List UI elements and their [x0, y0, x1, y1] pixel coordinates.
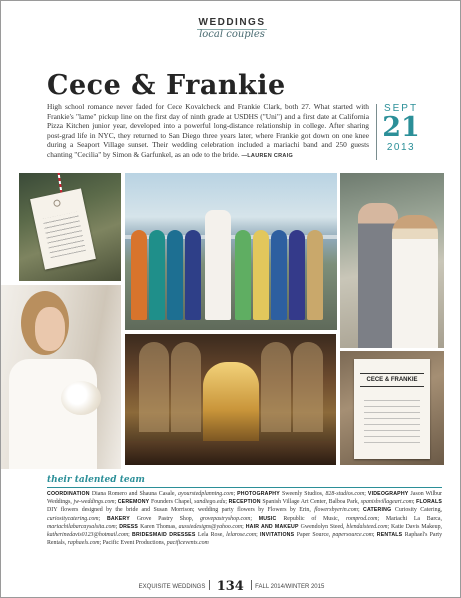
- photo-escort-card: [19, 173, 121, 281]
- credit-vendor: Raphael's Party Rentals,: [47, 532, 443, 547]
- credit-vendor: Spanish Village Art Center, Balboa Park,: [262, 499, 361, 506]
- credit-vendor: Paper Source,: [296, 532, 333, 539]
- credit-category: DRESS: [119, 523, 141, 530]
- page-footer: [1, 579, 461, 594]
- bridesmaid-figure: [271, 230, 287, 320]
- chapel-arch: [261, 342, 291, 432]
- credit-vendor: Republic of Music,: [283, 515, 346, 522]
- team-rule: [47, 487, 442, 488]
- bouquet: [61, 381, 101, 415]
- credit-vendor: DIY flowers designed by the bride and Susan Morrison; wedding party flowers by Flowers by Erin,: [47, 507, 315, 514]
- photo-bride-bouquet: [1, 285, 121, 469]
- team-heading: their talented team: [47, 475, 145, 485]
- story-text: [47, 102, 369, 162]
- credit-url: ayourstedplanning.com: [178, 491, 234, 497]
- credit-category: HAIR AND MAKEUP: [245, 523, 301, 530]
- credit-url: sandiego.edu: [194, 499, 226, 506]
- credit-vendor: Grove Pastry Shop,: [136, 515, 200, 522]
- credit-category: CATERING: [363, 507, 395, 514]
- credit-vendor: Karen Thomas,: [140, 523, 179, 530]
- credit-vendor: Founders Chapel,: [150, 499, 195, 506]
- credit-url: grovepastryshop.com: [199, 515, 251, 522]
- credit-url: pacificevents.com: [166, 540, 209, 547]
- photo-chapel-interior: [125, 334, 336, 465]
- issue-date: FALL 2014/WINTER 2015: [255, 584, 325, 590]
- invitation-text: [364, 395, 420, 445]
- credit-url: spanishvillageart.com: [360, 499, 413, 506]
- magazine-name: EXQUISITE WEDDINGS: [138, 584, 206, 590]
- credit-vendor: Sweenly Studios,: [281, 491, 326, 497]
- credit-vendor: Katie Davis Makeup,: [390, 523, 443, 530]
- chapel-arch: [171, 342, 201, 432]
- bridesmaid-figure: [307, 230, 323, 320]
- credit-vendor: Curiosity Catering,: [394, 507, 442, 514]
- page-title: Cece & Frankie: [47, 70, 286, 101]
- vendor-credits: COORDINATION Diana Romero and Shauna Casale, ayourstedplanning.com; PHOTOGRAPHY Sweenly Studios, 828-studios.com; VIDEOGRAPHY Jason Wilbur Weddings, jw-weddings.com; CEREMONY Founders Chapel, sandiego.edu; RECEPTION Spanish Village Art Center, Balboa Park, spanishvillageart.com; FLORALS DIY flowers designed by the bride and Susan Morrison; wedding party flowers by Flowers by Erin, flowersbyerin.com; CATERING Curiosity Catering, curiositycatering.com; BAKERY Grove Pastry Shop, grovepastryshop.com; MUSIC Republic of Music, romprod.com; Mariachi La Barca, mariachilabarcaysalsita.com; DRESS Karen Thomas, aussiedesigns@yahoo.com; HAIR AND MAKEUP Gwendolyn Steed, blendalsteed.com; Katie Davis Makeup, katherinedavis0123@hotmail.com; BRIDESMAID DRESSES Lela Rose, lelarose.com; INVITATIONS Paper Source, papersource.com; RENTALS Raphael's Party Rentals, raphaels.com; Pacific Event Productions, pacificevents.com: [47, 491, 443, 547]
- bridesmaid-figure: [289, 230, 305, 320]
- credit-url: 828-studios.com: [325, 491, 365, 497]
- bridesmaid-figure: [235, 230, 251, 320]
- bride-face: [35, 307, 65, 351]
- section-title: [187, 17, 277, 40]
- credit-url: romprod.com: [345, 515, 378, 522]
- bridesmaid-figure: [167, 230, 183, 320]
- date-divider: [376, 104, 377, 160]
- credit-category: VIDEOGRAPHY: [367, 491, 411, 497]
- date-year: 2013: [386, 142, 416, 153]
- credit-category: MUSIC: [258, 515, 284, 522]
- date-month: SEPT: [383, 103, 419, 114]
- bride-figure: [392, 215, 438, 348]
- story-byline: —LAUREN CRAIG: [241, 152, 294, 159]
- chapel-pews: [125, 441, 336, 465]
- page-number: 134: [216, 579, 244, 594]
- credit-url: jw-weddings.com: [73, 499, 115, 506]
- photo-bridal-party: [125, 173, 337, 330]
- bridesmaid-figure: [149, 230, 165, 320]
- section-sublabel: local couples: [199, 29, 265, 40]
- credit-vendor: Diana Romero and Shauna Casale,: [91, 491, 179, 497]
- credit-url: lelarose.com: [226, 532, 257, 539]
- credit-url: curiositycatering.com: [47, 515, 99, 522]
- tag-hole: [53, 199, 61, 207]
- escort-tag: [30, 188, 96, 269]
- credit-vendor: Pacific Event Productions,: [102, 540, 167, 547]
- credit-vendor: Gwendolyn Steed,: [300, 523, 347, 530]
- credit-url: raphaels.com: [67, 540, 100, 547]
- invitation-title: CECE & FRANKIE: [360, 373, 424, 387]
- credit-url: papersource.com: [332, 532, 373, 539]
- credit-url: aussiedesigns@yahoo.com: [178, 523, 243, 530]
- credit-category: FLORALS: [416, 499, 443, 506]
- credit-category: BRIDESMAID DRESSES: [132, 532, 198, 539]
- invitation-card: [354, 359, 430, 459]
- credit-category: BAKERY: [106, 515, 137, 522]
- credit-category: INVITATIONS: [260, 532, 297, 539]
- photo-couple-portrait: [340, 173, 444, 348]
- bridesmaid-figure: [185, 230, 201, 320]
- date-day: 21: [382, 112, 420, 143]
- credit-vendor: Lela Rose,: [197, 532, 227, 539]
- bridesmaid-figure: [253, 230, 269, 320]
- bridesmaid-figure: [131, 230, 147, 320]
- credit-vendor: Jason Wilbur Weddings,: [47, 491, 442, 506]
- photo-invitation: [340, 351, 444, 465]
- credit-url: katherinedavis0123@hotmail.com: [47, 532, 129, 539]
- credit-category: COORDINATION: [47, 491, 92, 497]
- chapel-altar: [203, 362, 259, 442]
- story-body: High school romance never faded for Cece Kovalcheck and Frankie Clark, both 27. What started with Frankie's "lame" pickup line on the first day of ninth grade at USDHS ("Uni") and a first date at California Pizza Kitchen junior year, developed into a powerful long-distance relationship in college. After sharing post-grad life in NYC, they returned to San Diego three years later, where Frankie got down on one knee during a Seaport Village sunset. Their wedding celebration included a mariachi band and 250 guests chanting "Cecilia" by Simon & Garfunkel, as an ode to the bride.: [47, 102, 369, 159]
- bride-figure: [205, 210, 231, 320]
- credit-url: blendalsteed.com: [346, 523, 388, 530]
- chapel-arch: [293, 342, 323, 432]
- credit-url: flowersbyerin.com: [314, 507, 358, 514]
- footer-divider: [251, 580, 252, 590]
- credit-url: mariachilabarcaysalsita.com: [47, 523, 116, 530]
- section-label: WEDDINGS: [198, 17, 266, 28]
- credit-category: PHOTOGRAPHY: [237, 491, 282, 497]
- wedding-date: [379, 103, 423, 153]
- credit-category: CEREMONY: [117, 499, 151, 506]
- footer-divider: [209, 580, 210, 590]
- chapel-arch: [139, 342, 169, 432]
- credit-category: RENTALS: [376, 532, 405, 539]
- credit-category: RECEPTION: [228, 499, 263, 506]
- credit-vendor: Mariachi La Barca,: [385, 515, 443, 522]
- tag-writing: [42, 212, 86, 259]
